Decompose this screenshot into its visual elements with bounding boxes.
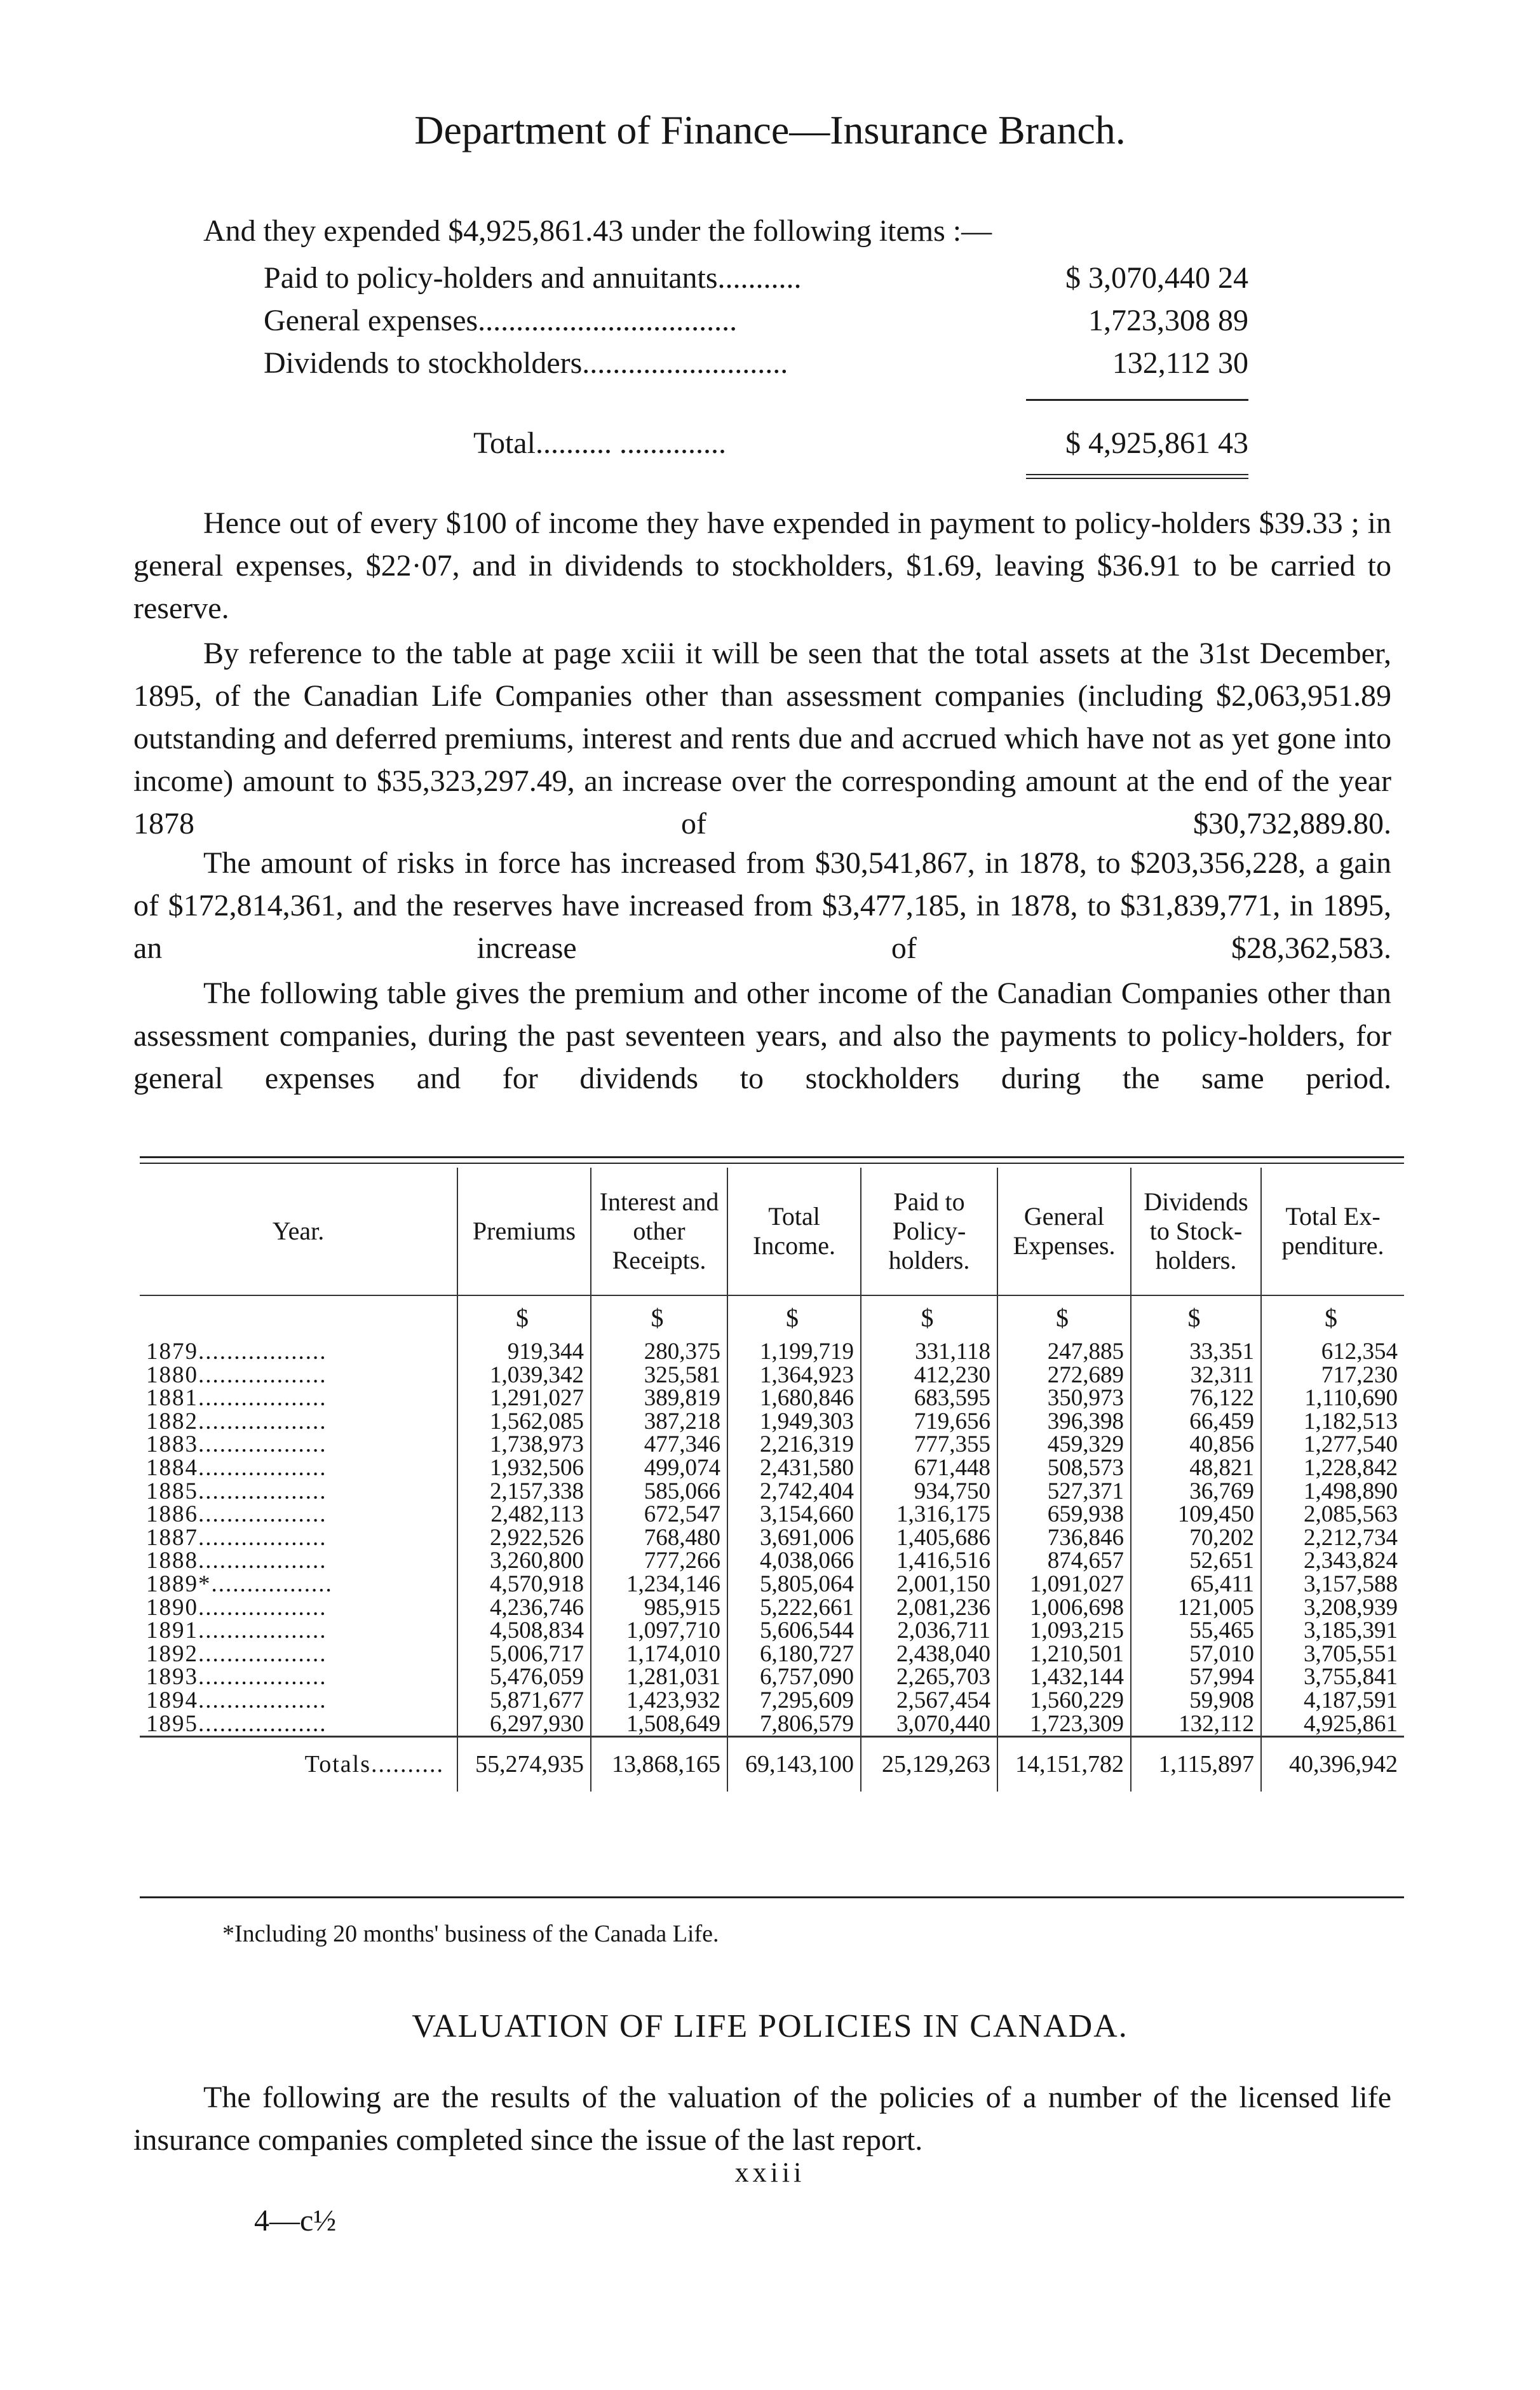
cell-paid: 2,567,454 xyxy=(861,1689,997,1713)
totals-row xyxy=(140,1737,1404,1792)
unit-cell: $ xyxy=(1131,1295,1261,1340)
cell-general: 1,091,027 xyxy=(997,1573,1131,1597)
cell-total-income: 1,949,303 xyxy=(727,1410,861,1434)
cell-interest: 1,174,010 xyxy=(591,1643,727,1666)
total-label: Total.......... .............. xyxy=(473,426,726,460)
total-general: 14,151,782 xyxy=(997,1737,1131,1792)
header-paid-policyholders: Paid to Policy-holders. xyxy=(861,1168,997,1295)
cell-general: 1,006,698 xyxy=(997,1597,1131,1620)
cell-premiums: 3,260,800 xyxy=(457,1549,591,1573)
cell-year: 1888.................. xyxy=(146,1548,327,1574)
expenditure-amount-dividends: 132,112 30 xyxy=(1112,346,1248,380)
cell-year: 1894.................. xyxy=(146,1687,327,1713)
page-title: Department of Finance—Insurance Branch. xyxy=(414,107,1126,152)
cell-dividends: 65,411 xyxy=(1131,1573,1261,1597)
cell-interest: 389,819 xyxy=(591,1387,727,1410)
table-row xyxy=(140,1573,1404,1597)
cell-total-exp: 1,498,890 xyxy=(1261,1480,1404,1504)
cell-total-income: 2,431,580 xyxy=(727,1457,861,1480)
total-expenditure: 40,396,942 xyxy=(1261,1737,1404,1792)
header-year: Year. xyxy=(272,1217,325,1245)
cell-total-income: 2,742,404 xyxy=(727,1480,861,1504)
cell-premiums: 4,570,918 xyxy=(457,1573,591,1597)
cell-premiums: 1,932,506 xyxy=(457,1457,591,1480)
cell-total-income: 7,295,609 xyxy=(727,1689,861,1713)
cell-general: 1,432,144 xyxy=(997,1666,1131,1689)
cell-interest: 325,581 xyxy=(591,1364,727,1387)
unit-cell xyxy=(140,1295,457,1340)
income-expenditure-table xyxy=(140,1168,1404,1792)
cell-premiums: 2,482,113 xyxy=(457,1503,591,1527)
cell-premiums: 6,297,930 xyxy=(457,1713,591,1737)
paragraph-hence: Hence out of every $100 of income they have expended in payment to policy-holders $39.33 ; in general expenses, $22·07, and in dividends to stockholders, $1.69, leaving $36.91 to be carried to reserve. xyxy=(133,506,1391,625)
cell-general: 1,723,309 xyxy=(997,1713,1131,1737)
section-text: The following are the results of the valuation of the policies of a number of the licensed life insurance companies completed since the issue of the last report. xyxy=(133,2081,1391,2157)
cell-dividends: 52,651 xyxy=(1131,1549,1261,1573)
cell-dividends: 32,311 xyxy=(1131,1364,1261,1387)
cell-premiums: 5,871,677 xyxy=(457,1689,591,1713)
cell-total-exp: 717,230 xyxy=(1261,1364,1404,1387)
cell-dividends: 121,005 xyxy=(1131,1597,1261,1620)
header-general-expenses: General Expenses. xyxy=(997,1168,1131,1295)
table-row xyxy=(140,1713,1404,1737)
cell-interest: 477,346 xyxy=(591,1433,727,1457)
header-total-expenditure: Total Ex-penditure. xyxy=(1261,1168,1404,1295)
cell-year: 1891.................. xyxy=(146,1617,327,1644)
cell-paid: 2,265,703 xyxy=(861,1666,997,1689)
cell-year: 1886.................. xyxy=(146,1501,327,1528)
paragraph-table-intro: The following table gives the premium and other income of the Canadian Companies other than assessment companies, during the past seventeen years, and also the payments to policy-holders, for general expenses and for dividends to stockholders during the same period. xyxy=(133,976,1391,1095)
unit-cell: $ xyxy=(457,1295,591,1340)
cell-total-income: 6,180,727 xyxy=(727,1643,861,1666)
sum-rule xyxy=(1026,399,1248,401)
cell-premiums: 919,344 xyxy=(457,1340,591,1364)
cell-year: 1882.................. xyxy=(146,1408,327,1435)
total-amount: $ 4,925,861 43 xyxy=(1065,426,1248,460)
expenditure-label-policyholders: Paid to policy-holders and annuitants........... xyxy=(264,261,802,295)
cell-dividends: 40,856 xyxy=(1131,1433,1261,1457)
cell-premiums: 5,476,059 xyxy=(457,1666,591,1689)
cell-interest: 985,915 xyxy=(591,1597,727,1620)
table-row xyxy=(140,1387,1404,1410)
cell-total-exp: 3,157,588 xyxy=(1261,1573,1404,1597)
table-row xyxy=(140,1666,1404,1689)
header-premiums: Premiums xyxy=(457,1168,591,1295)
cell-total-income: 5,805,064 xyxy=(727,1573,861,1597)
cell-paid: 777,355 xyxy=(861,1433,997,1457)
expenditure-amount-policyholders: $ 3,070,440 24 xyxy=(1065,261,1248,295)
table-top-rule-2 xyxy=(140,1163,1404,1164)
cell-general: 396,398 xyxy=(997,1410,1131,1434)
table-bottom-rule xyxy=(140,1896,1404,1898)
cell-paid: 412,230 xyxy=(861,1364,997,1387)
header-dividends: Dividends to Stock-holders. xyxy=(1131,1168,1261,1295)
cell-total-exp: 3,755,841 xyxy=(1261,1666,1404,1689)
cell-total-exp: 612,354 xyxy=(1261,1340,1404,1364)
cell-total-income: 3,691,006 xyxy=(727,1527,861,1550)
cell-premiums: 4,236,746 xyxy=(457,1597,591,1620)
cell-dividends: 55,465 xyxy=(1131,1619,1261,1643)
cell-premiums: 2,922,526 xyxy=(457,1527,591,1550)
cell-general: 350,973 xyxy=(997,1387,1131,1410)
cell-paid: 683,595 xyxy=(861,1387,997,1410)
header-interest: Interest and other Receipts. xyxy=(591,1168,727,1295)
paragraph-assets: By reference to the table at page xciii it will be seen that the total assets at the 31st December, 1895, of the Canadian Life Companies other than assessment companies (including $2,063,951.89 outstanding and deferred premiums, interest and rents due and accrued which have not as yet gone into income) amount to $35,323,297.49, an increase over the corresponding amount at the end of the year 1878 of $30,732,889.80. xyxy=(133,637,1391,841)
section-heading: VALUATION OF LIFE POLICIES IN CANADA. xyxy=(412,2008,1128,2044)
cell-interest: 280,375 xyxy=(591,1340,727,1364)
cell-total-exp: 1,277,540 xyxy=(1261,1433,1404,1457)
cell-dividends: 57,010 xyxy=(1131,1643,1261,1666)
cell-year: 1892.................. xyxy=(146,1640,327,1667)
cell-premiums: 1,738,973 xyxy=(457,1433,591,1457)
page-number: xxiii xyxy=(734,2157,806,2188)
cell-total-exp: 1,182,513 xyxy=(1261,1410,1404,1434)
cell-total-income: 3,154,660 xyxy=(727,1503,861,1527)
cell-year: 1883.................. xyxy=(146,1431,327,1458)
cell-total-income: 1,680,846 xyxy=(727,1387,861,1410)
cell-total-income: 4,038,066 xyxy=(727,1549,861,1573)
cell-interest: 1,423,932 xyxy=(591,1689,727,1713)
cell-total-exp: 2,085,563 xyxy=(1261,1503,1404,1527)
cell-paid: 934,750 xyxy=(861,1480,997,1504)
cell-premiums: 1,291,027 xyxy=(457,1387,591,1410)
cell-total-exp: 3,185,391 xyxy=(1261,1619,1404,1643)
table-row xyxy=(140,1457,1404,1480)
cell-interest: 1,097,710 xyxy=(591,1619,727,1643)
cell-year: 1890.................. xyxy=(146,1594,327,1621)
cell-interest: 1,281,031 xyxy=(591,1666,727,1689)
cell-year: 1893.................. xyxy=(146,1664,327,1691)
cell-year: 1884.................. xyxy=(146,1454,327,1481)
header-total-income: Total Income. xyxy=(727,1168,861,1295)
cell-general: 874,657 xyxy=(997,1549,1131,1573)
cell-year: 1895.................. xyxy=(146,1710,327,1737)
cell-general: 1,093,215 xyxy=(997,1619,1131,1643)
cell-interest: 672,547 xyxy=(591,1503,727,1527)
cell-total-exp: 1,110,690 xyxy=(1261,1387,1404,1410)
table-header-row xyxy=(140,1168,1404,1295)
cell-total-exp: 4,187,591 xyxy=(1261,1689,1404,1713)
cell-general: 659,938 xyxy=(997,1503,1131,1527)
cell-total-exp: 4,925,861 xyxy=(1261,1713,1404,1737)
cell-total-income: 5,606,544 xyxy=(727,1619,861,1643)
cell-general: 736,846 xyxy=(997,1527,1131,1550)
cell-paid: 719,656 xyxy=(861,1410,997,1434)
cell-general: 247,885 xyxy=(997,1340,1131,1364)
cell-interest: 499,074 xyxy=(591,1457,727,1480)
table-row xyxy=(140,1527,1404,1550)
table-row xyxy=(140,1364,1404,1387)
unit-cell: $ xyxy=(861,1295,997,1340)
total-paid: 25,129,263 xyxy=(861,1737,997,1792)
cell-total-exp: 1,228,842 xyxy=(1261,1457,1404,1480)
table-row xyxy=(140,1340,1404,1364)
cell-interest: 777,266 xyxy=(591,1549,727,1573)
table-row xyxy=(140,1410,1404,1434)
cell-total-exp: 3,208,939 xyxy=(1261,1597,1404,1620)
cell-year: 1889*................. xyxy=(146,1570,333,1597)
cell-year: 1879.................. xyxy=(146,1339,327,1365)
total-dividends: 1,115,897 xyxy=(1131,1737,1261,1792)
cell-total-income: 5,222,661 xyxy=(727,1597,861,1620)
expenditure-label-general: General expenses.................................. xyxy=(264,304,738,337)
cell-dividends: 33,351 xyxy=(1131,1340,1261,1364)
signature-mark: 4—c½ xyxy=(254,2204,337,2238)
cell-total-exp: 2,343,824 xyxy=(1261,1549,1404,1573)
cell-paid: 2,001,150 xyxy=(861,1573,997,1597)
cell-year: 1881.................. xyxy=(146,1385,327,1412)
table-row xyxy=(140,1619,1404,1643)
cell-dividends: 132,112 xyxy=(1131,1713,1261,1737)
cell-year: 1885.................. xyxy=(146,1478,327,1504)
cell-general: 459,329 xyxy=(997,1433,1131,1457)
cell-premiums: 4,508,834 xyxy=(457,1619,591,1643)
cell-paid: 331,118 xyxy=(861,1340,997,1364)
totals-label: Totals.......... xyxy=(140,1737,457,1792)
cell-general: 527,371 xyxy=(997,1480,1131,1504)
table-top-rule xyxy=(140,1156,1404,1158)
cell-dividends: 59,908 xyxy=(1131,1689,1261,1713)
cell-general: 1,210,501 xyxy=(997,1643,1131,1666)
unit-cell: $ xyxy=(727,1295,861,1340)
units-row xyxy=(140,1295,1404,1340)
intro-text: And they expended $4,925,861.43 under the following items :— xyxy=(203,214,992,248)
cell-dividends: 57,994 xyxy=(1131,1666,1261,1689)
total-rule-top xyxy=(1026,474,1248,475)
table-row xyxy=(140,1597,1404,1620)
cell-interest: 1,234,146 xyxy=(591,1573,727,1597)
cell-interest: 387,218 xyxy=(591,1410,727,1434)
cell-dividends: 76,122 xyxy=(1131,1387,1261,1410)
cell-total-income: 7,806,579 xyxy=(727,1713,861,1737)
table-row xyxy=(140,1480,1404,1504)
cell-total-exp: 3,705,551 xyxy=(1261,1643,1404,1666)
footnote: *Including 20 months' business of the Canada Life. xyxy=(222,1921,719,1947)
total-interest: 13,868,165 xyxy=(591,1737,727,1792)
cell-paid: 3,070,440 xyxy=(861,1713,997,1737)
unit-cell: $ xyxy=(591,1295,727,1340)
table-row xyxy=(140,1549,1404,1573)
expenditure-amount-general: 1,723,308 89 xyxy=(1088,304,1248,337)
cell-interest: 768,480 xyxy=(591,1527,727,1550)
cell-paid: 1,316,175 xyxy=(861,1503,997,1527)
cell-dividends: 66,459 xyxy=(1131,1410,1261,1434)
cell-interest: 585,066 xyxy=(591,1480,727,1504)
cell-year: 1880.................. xyxy=(146,1361,327,1388)
cell-general: 1,560,229 xyxy=(997,1689,1131,1713)
cell-total-income: 1,199,719 xyxy=(727,1340,861,1364)
expenditure-label-dividends: Dividends to stockholders........................... xyxy=(264,346,788,380)
cell-premiums: 1,562,085 xyxy=(457,1410,591,1434)
cell-paid: 2,036,711 xyxy=(861,1619,997,1643)
table-row xyxy=(140,1643,1404,1666)
cell-year: 1887.................. xyxy=(146,1524,327,1551)
cell-general: 272,689 xyxy=(997,1364,1131,1387)
total-income: 69,143,100 xyxy=(727,1737,861,1792)
paragraph-risks: The amount of risks in force has increased from $30,541,867, in 1878, to $203,356,228, a gain of $172,814,361, and the reserves have increased from $3,477,185, in 1878, to $31,839,771, in 1895, an increase of $28,362,583. xyxy=(133,846,1391,965)
cell-total-income: 6,757,090 xyxy=(727,1666,861,1689)
cell-total-exp: 2,212,734 xyxy=(1261,1527,1404,1550)
cell-dividends: 36,769 xyxy=(1131,1480,1261,1504)
table-row xyxy=(140,1689,1404,1713)
cell-total-income: 1,364,923 xyxy=(727,1364,861,1387)
total-premiums: 55,274,935 xyxy=(457,1737,591,1792)
cell-total-income: 2,216,319 xyxy=(727,1433,861,1457)
cell-paid: 2,438,040 xyxy=(861,1643,997,1666)
cell-paid: 671,448 xyxy=(861,1457,997,1480)
cell-paid: 2,081,236 xyxy=(861,1597,997,1620)
cell-premiums: 1,039,342 xyxy=(457,1364,591,1387)
total-rule-bottom xyxy=(1026,478,1248,479)
cell-interest: 1,508,649 xyxy=(591,1713,727,1737)
cell-paid: 1,405,686 xyxy=(861,1527,997,1550)
unit-cell: $ xyxy=(1261,1295,1404,1340)
table-row xyxy=(140,1433,1404,1457)
cell-dividends: 48,821 xyxy=(1131,1457,1261,1480)
cell-general: 508,573 xyxy=(997,1457,1131,1480)
unit-cell: $ xyxy=(997,1295,1131,1340)
table-row xyxy=(140,1503,1404,1527)
cell-premiums: 2,157,338 xyxy=(457,1480,591,1504)
cell-dividends: 109,450 xyxy=(1131,1503,1261,1527)
cell-dividends: 70,202 xyxy=(1131,1527,1261,1550)
cell-premiums: 5,006,717 xyxy=(457,1643,591,1666)
cell-paid: 1,416,516 xyxy=(861,1549,997,1573)
